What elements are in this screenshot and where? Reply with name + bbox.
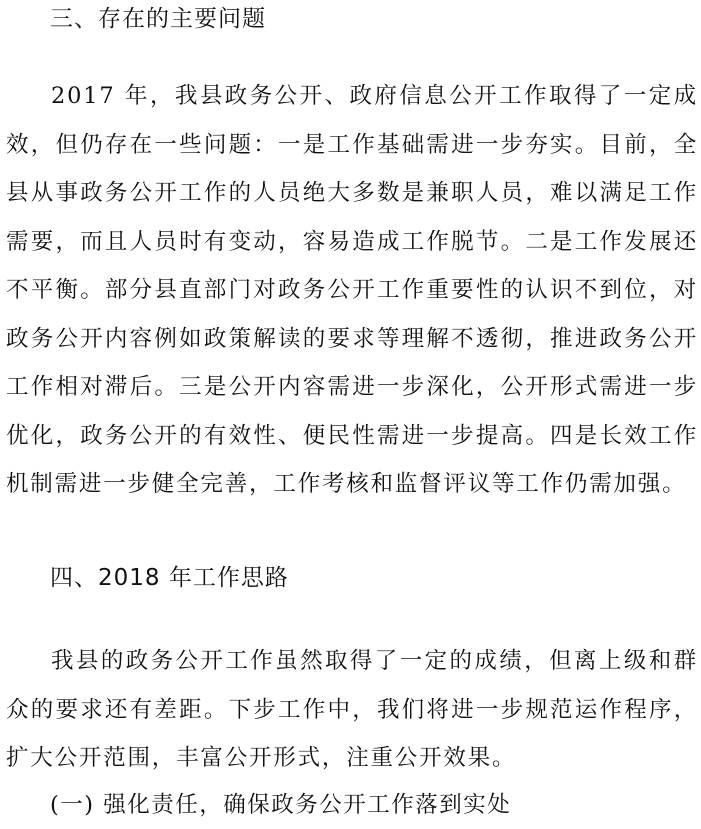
paragraph-problems: 2017 年，我县政务公开、政府信息公开工作取得了一定成效，但仍存在一些问题：一是工作基础需进一步夯实。目前，全县从事政务公开工作的人员绝大多数是兼职人员，难以满足工作需要，而且人员时有变动，容易造成工作脱节。二是工作发展还不平衡。部分县直部门对政务公开工作重要性的认识不到位，对政务公开内容例如政策解读的要求等理解不透彻，推进政务公开工作相对滞后。三是公开内容需进一步深化，公开形式需进一步优化，政务公开的有效性、便民性需进一步提高。四是长效工作机制需进一步健全完善，工作考核和监督评议等工作仍需加强。 [6, 83, 698, 497]
section-heading-2018-plan: 四、2018 年工作思路 [50, 565, 289, 591]
paragraph-2018-plan: 我县的政务公开工作虽然取得了一定的成绩，但离上级和群众的要求还有差距。下步工作中，我们将进一步规范运作程序，扩大公开范围，丰富公开形式，注重公开效果。 [6, 648, 698, 771]
section-heading-problems: 三、存在的主要问题 [50, 6, 266, 32]
subheading-strengthen-responsibility: (一) 强化责任，确保政务公开工作落到实处 [50, 792, 512, 818]
